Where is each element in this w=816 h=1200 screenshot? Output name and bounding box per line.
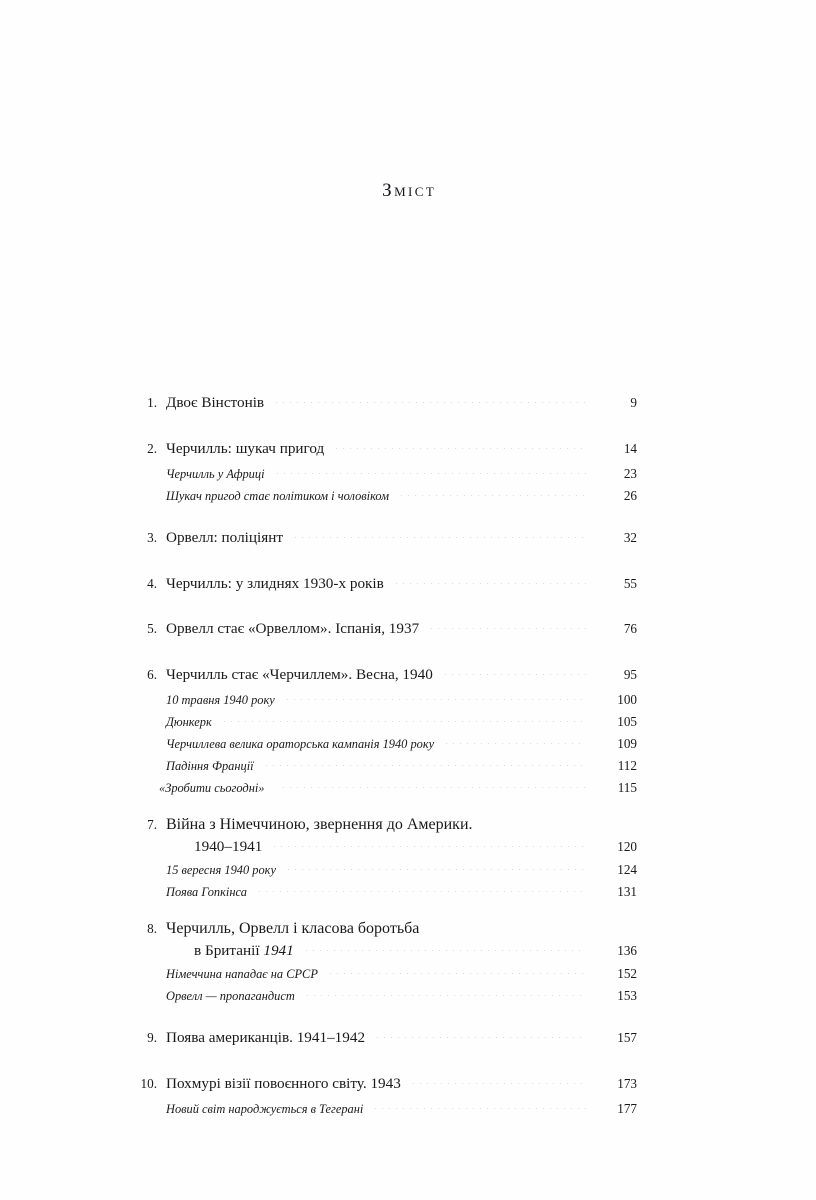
toc-entry-label: Війна з Німеччиною, звернення до Америки. [166, 816, 473, 833]
dot-leader [393, 583, 586, 584]
toc-page-number: 109 [617, 736, 637, 751]
toc-entry[interactable] [131, 1024, 637, 1053]
toc-entry-label: Поява американців. 1941–1942 [166, 1029, 366, 1046]
toc-group [131, 1024, 637, 1053]
dot-leader [280, 788, 586, 789]
toc-subentry[interactable] [131, 859, 637, 881]
toc-entry[interactable] [131, 389, 637, 418]
dot-leader [285, 870, 586, 871]
toc-page-number: 112 [617, 758, 637, 773]
toc-subentry[interactable] [131, 777, 637, 799]
toc-entry[interactable] [131, 816, 637, 834]
toc-entry-label: Новий світ народжується в Тегерані [166, 1102, 364, 1116]
toc-entry[interactable] [131, 920, 637, 938]
toc-page-number: 26 [623, 488, 637, 503]
toc-entry[interactable] [131, 524, 637, 553]
toc-page-number: 100 [617, 692, 637, 707]
toc-entry-label: 10 травня 1940 року [166, 693, 275, 707]
toc-entry[interactable] [131, 570, 637, 599]
toc-subentry[interactable] [131, 963, 637, 985]
toc-page-number: 55 [623, 575, 637, 591]
toc-entry-label: Орвелл: поліціянт [166, 529, 283, 546]
toc-page-number: 173 [617, 1075, 637, 1091]
toc-page-number: 32 [623, 530, 637, 545]
toc-page-number: 9 [630, 395, 637, 410]
dot-leader [372, 1109, 586, 1110]
toc-entry[interactable] [131, 1070, 637, 1099]
dot-leader [273, 403, 586, 404]
toc-subentry[interactable] [131, 755, 637, 777]
toc-entry-number: 8. [147, 921, 157, 936]
toc-entry-label: «Зробити сьогодні» [159, 781, 265, 795]
dot-leader [428, 629, 586, 630]
toc-entry[interactable] [131, 615, 637, 644]
dot-leader [304, 996, 586, 997]
toc-subentry[interactable] [131, 733, 637, 755]
toc-entry-number: 7. [147, 817, 157, 832]
toc-page-number: 153 [617, 988, 637, 1003]
toc-entry-label: Похмурі візії повоєнного світу. 1943 [166, 1074, 401, 1092]
toc-group [131, 1070, 637, 1121]
toc-page-number: 14 [623, 440, 637, 456]
toc-entry-label: Черчилль у Африці [166, 467, 265, 481]
toc-subentry[interactable] [131, 1098, 637, 1120]
toc-entry-label: Орвелл стає «Орвеллом». Іспанія, 1937 [166, 620, 420, 637]
toc-entry-label: Черчилль: шукач пригод [166, 439, 325, 457]
toc-group [131, 524, 637, 553]
toc-page-number: 76 [623, 621, 637, 636]
toc-entry-label: Черчилль, Орвелл і класова боротьба [166, 920, 420, 937]
dot-leader [292, 538, 586, 539]
toc-page-number: 95 [623, 666, 637, 682]
page-title: Зміст [382, 180, 437, 201]
toc-entry-label [194, 938, 303, 963]
dot-leader [410, 1083, 586, 1084]
toc-page-number: 157 [617, 1030, 637, 1045]
toc-group [131, 615, 637, 644]
toc-entry[interactable] [131, 661, 637, 690]
toc-subentry[interactable] [131, 463, 637, 485]
dot-leader [482, 825, 586, 826]
toc-group [131, 920, 637, 1007]
dot-leader [398, 496, 586, 497]
dot-leader [271, 847, 586, 848]
toc-entry[interactable] [131, 834, 637, 859]
dot-leader [442, 674, 586, 675]
toc-entry-number: 2. [147, 440, 157, 456]
dot-leader [443, 744, 586, 745]
toc-entry-label: Шукач пригод стає політиком і чоловіком [166, 489, 390, 503]
dot-leader [221, 722, 586, 723]
toc-entry-label: Орвелл — пропагандист [166, 989, 295, 1003]
dot-leader [256, 892, 586, 893]
toc-entry-number: 5. [147, 621, 157, 636]
toc-entry-label: Дюнкерк [166, 715, 212, 729]
toc-entry-label: Поява Гопкінса [166, 885, 247, 899]
dot-leader [374, 1038, 586, 1039]
toc-group [131, 389, 637, 418]
toc-page-number: 115 [617, 780, 637, 795]
toc-entry-number: 9. [147, 1030, 157, 1045]
toc-entry-label: Черчилль стає «Черчиллем». Весна, 1940 [166, 665, 433, 683]
toc-page-number: 23 [623, 466, 637, 481]
toc-page-number: 152 [617, 966, 637, 981]
toc-entry-number: 4. [147, 575, 157, 591]
dot-leader [303, 951, 586, 952]
toc-entry-label-year: 1941 [263, 942, 294, 959]
dot-leader [284, 700, 586, 701]
toc-group [131, 816, 637, 903]
toc-entry-label: 15 вересня 1940 року [166, 863, 276, 877]
dot-leader [274, 474, 586, 475]
toc-subentry[interactable] [131, 985, 637, 1007]
toc-entry[interactable] [131, 435, 637, 464]
toc-group [131, 570, 637, 599]
toc-entry-label: Черчиллева велика ораторська кампанія 1940 року [166, 737, 435, 751]
toc-group [131, 435, 637, 508]
toc-entry-label: Двоє Вінстонів [166, 394, 265, 411]
dot-leader [327, 974, 586, 975]
toc-entry-label: 1940–1941 [194, 838, 263, 855]
toc-entry-number: 6. [147, 666, 157, 682]
table-of-contents [131, 389, 637, 1120]
toc-entry-number: 3. [147, 530, 157, 545]
toc-subentry[interactable] [131, 485, 637, 507]
toc-entry-label: Німеччина нападає на СРСР [166, 967, 318, 981]
dot-leader [333, 448, 586, 449]
dot-leader [263, 766, 586, 767]
dot-leader [428, 929, 586, 930]
toc-page-number: 177 [617, 1101, 637, 1116]
toc-page-number: 131 [617, 884, 637, 899]
toc-subentry[interactable] [131, 689, 637, 711]
toc-entry-number: 10. [140, 1075, 157, 1091]
toc-page-number: 120 [617, 839, 637, 854]
toc-page-number: 136 [617, 943, 637, 958]
toc-subentry[interactable] [131, 881, 637, 903]
toc-subentry[interactable] [131, 711, 637, 733]
toc-page-number: 124 [617, 862, 637, 877]
toc-entry[interactable] [131, 938, 637, 963]
toc-group [131, 661, 637, 800]
toc-page-number: 105 [617, 714, 637, 729]
toc-entry-label: Падіння Франції [166, 759, 254, 773]
toc-entry-number: 1. [147, 395, 157, 410]
toc-entry-label: Черчилль: у злиднях 1930-х років [166, 574, 384, 592]
toc-entry-label-text: в Британії [194, 942, 264, 959]
